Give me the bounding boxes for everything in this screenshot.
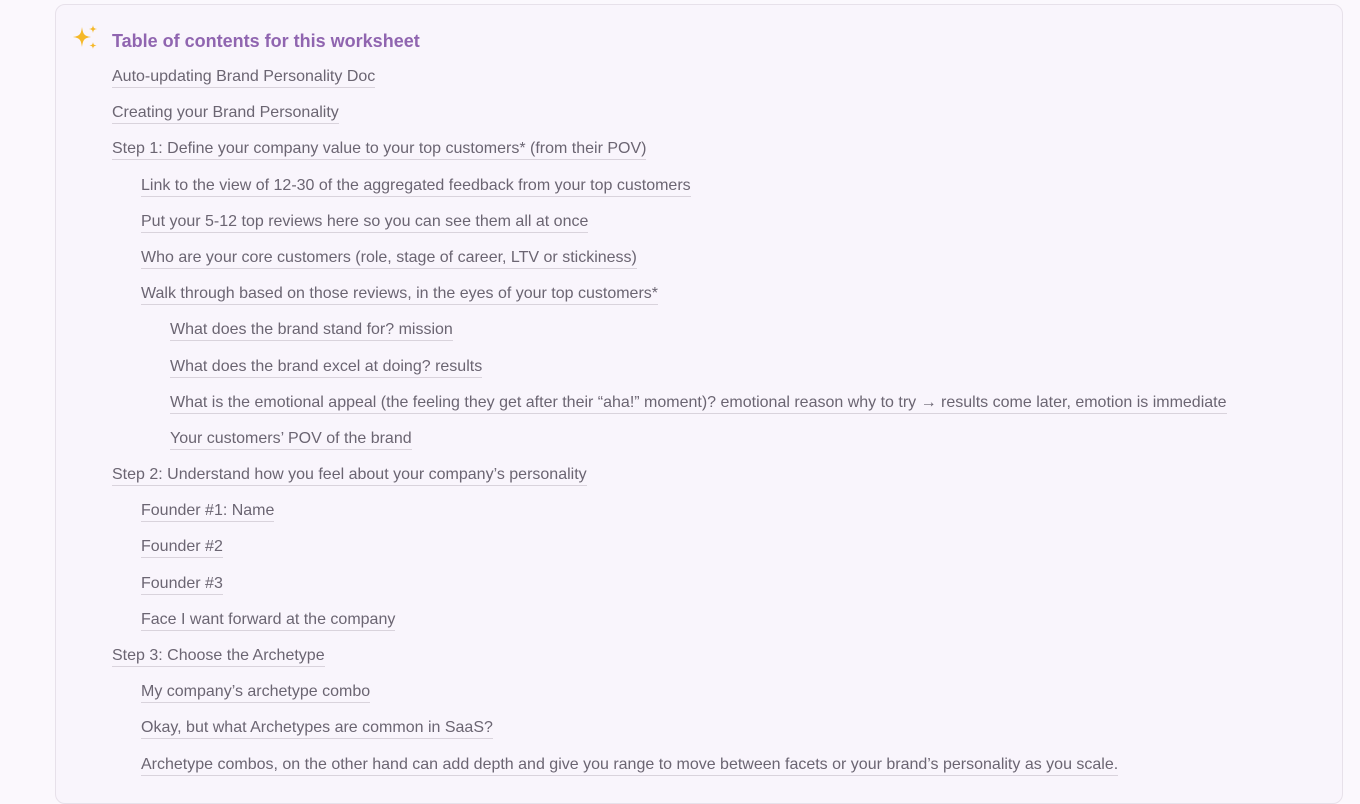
toc-item: [112, 320, 1227, 356]
toc-item: [112, 67, 1227, 103]
toc-link[interactable]: What does the brand excel at doing? results: [170, 357, 482, 378]
toc-item: [112, 176, 1227, 212]
toc-link[interactable]: Founder #3: [141, 574, 223, 595]
toc-item: [112, 357, 1227, 393]
toc-link[interactable]: Walk through based on those reviews, in the eyes of your top customers*: [141, 284, 658, 305]
toc-item: [112, 465, 1227, 501]
toc-link[interactable]: Founder #1: Name: [141, 501, 274, 522]
toc-item: [112, 139, 1227, 175]
toc-link[interactable]: What does the brand stand for? mission: [170, 320, 453, 341]
toc-item: [112, 212, 1227, 248]
toc-title: Table of contents for this worksheet: [112, 31, 420, 51]
toc-item: [112, 103, 1227, 139]
toc-link[interactable]: Your customers’ POV of the brand: [170, 429, 412, 450]
toc-link[interactable]: Archetype combos, on the other hand can add depth and give you range to move between facets or your brand’s personality as you scale.: [141, 755, 1118, 776]
toc-item: [112, 646, 1227, 682]
toc-item: [112, 682, 1227, 718]
toc-link[interactable]: Step 1: Define your company value to your top customers* (from their POV): [112, 139, 646, 160]
toc-link[interactable]: Auto-updating Brand Personality Doc: [112, 67, 375, 88]
toc-item: [112, 610, 1227, 646]
toc-item: [112, 755, 1227, 791]
toc-item: [112, 718, 1227, 754]
toc-link[interactable]: Step 2: Understand how you feel about your company’s personality: [112, 465, 587, 486]
toc-item: [112, 393, 1227, 429]
toc-link[interactable]: What is the emotional appeal (the feeling they get after their “aha!” moment)? emotional reason why to try → results come later, emotion is immediate: [170, 393, 1227, 414]
sparkles-icon: [71, 24, 101, 54]
toc-item: [112, 429, 1227, 465]
toc-link[interactable]: Okay, but what Archetypes are common in SaaS?: [141, 718, 493, 739]
toc-list: [112, 67, 1227, 791]
toc-link[interactable]: Step 3: Choose the Archetype: [112, 646, 325, 667]
toc-item: [112, 248, 1227, 284]
toc-link[interactable]: Put your 5-12 top reviews here so you can see them all at once: [141, 212, 588, 233]
toc-link[interactable]: Who are your core customers (role, stage of career, LTV or stickiness): [141, 248, 637, 269]
toc-item: [112, 284, 1227, 320]
toc-link[interactable]: My company’s archetype combo: [141, 682, 370, 703]
toc-link[interactable]: Creating your Brand Personality: [112, 103, 339, 124]
toc-link[interactable]: Face I want forward at the company: [141, 610, 395, 631]
toc-callout: [55, 4, 1343, 804]
toc-item: [112, 537, 1227, 573]
toc-item: [112, 574, 1227, 610]
toc-link[interactable]: Founder #2: [141, 537, 223, 558]
toc-item: [112, 501, 1227, 537]
toc-link[interactable]: Link to the view of 12-30 of the aggregated feedback from your top customers: [141, 176, 691, 197]
